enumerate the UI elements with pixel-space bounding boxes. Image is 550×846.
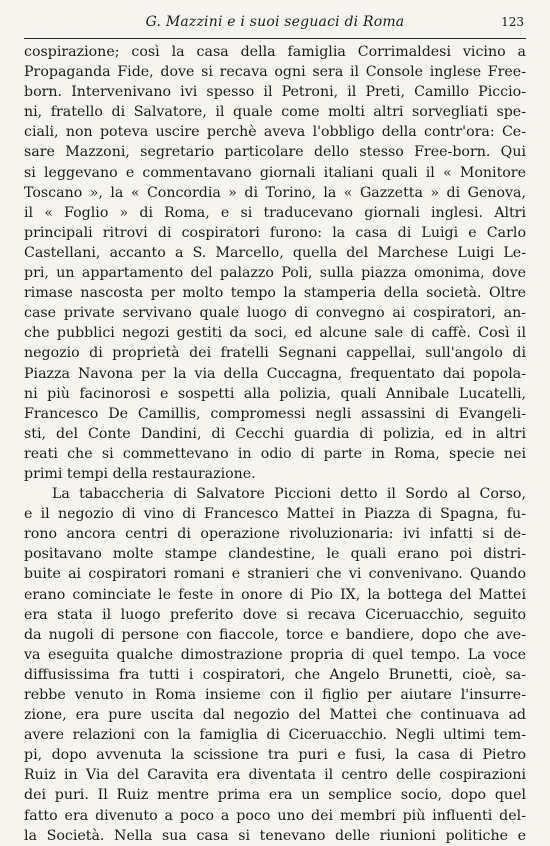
paragraph <box>24 484 526 846</box>
text-line: e il negozio di vino di Francesco Mattei in Piazza di Spagna, fu- <box>24 506 526 523</box>
text-line: rono ancora centri di operazione rivoluzionaria: ivi infatti si de- <box>24 526 526 543</box>
text-line: si leggevano e commentavano giornali italiani quali il « Monitore <box>24 164 526 181</box>
text-line: Ruiz in Via del Caravita era diventata il centro delle cospirazioni <box>24 767 526 784</box>
text-line: erano cominciate le feste in onore di Pio IX, la bottega del Mattei <box>24 586 526 603</box>
text-line: fatto era divenuto a poco a poco uno dei membri più influenti del- <box>24 807 526 824</box>
text-line: principali ritrovi di cospiratori furono: la casa di Luigi e Carlo <box>24 224 526 241</box>
text-line: Toscano », la « Concordia » di Torino, la « Gazzetta » di Genova, <box>24 184 526 201</box>
text-line: primi tempi della restaurazione. <box>24 465 256 482</box>
text-line: sare Mazzoni, segretario particolare dello stesso Free-born. Qui <box>24 144 526 161</box>
text-line: Propaganda Fide, dove si recava ogni sera il Console inglese Free- <box>24 64 526 81</box>
text-line: ni, fratello di Salvatore, il quale come molti altri sorvegliati spe- <box>24 104 526 121</box>
text-line: zione, era pure uscita dal negozio del Mattei che continuava ad <box>24 707 526 724</box>
text-line: il « Foglio » di Roma, e si traducevano giornali inglesi. Altri <box>24 204 526 221</box>
text-line: pi, dopo avvenuta la scissione tra puri e fusi, la casa di Pietro <box>24 747 526 764</box>
text-line: la Società. Nella sua casa si tenevano delle riunioni politiche e <box>24 827 526 844</box>
text-line: dei puri. Il Ruiz mentre prima era un semplice socio, dopo quel <box>24 787 526 804</box>
text-line: reati che si commettevano in odio di parte in Roma, specie nei <box>24 445 526 462</box>
running-title: G. Mazzini e i suoi seguaci di Roma <box>145 14 405 30</box>
text-line: era stata il luogo preferito dove si recava Ciceruacchio, seguito <box>24 606 526 623</box>
text-line: positavano molte stampe clandestine, le quali erano poi distri- <box>24 546 526 563</box>
text-line: buite ai cospiratori romani e stranieri che vi convenivano. Quando <box>24 566 526 583</box>
text-line: ciali, non poteva uscire perchè aveva l'obbligo della contr'ora: Ce- <box>24 124 526 141</box>
text-line: cospirazione; così la casa della famiglia Corrimaldesi vicino a <box>24 44 526 60</box>
text-line: da nugoli di persone con fiaccole, torce e bandiere, dopo che ave- <box>24 626 526 643</box>
text-line: Francesco De Camillis, compromessi negli assassini di Evangeli- <box>24 405 526 422</box>
paragraph <box>24 42 526 484</box>
text-line: pri, un appartamento del palazzo Poli, sulla piazza omonima, dove <box>24 265 526 282</box>
page-header <box>24 12 526 36</box>
body-text <box>24 42 526 846</box>
text-line: ni più facinorosi e sospetti alla polizia, quali Annibale Lucatelli, <box>24 385 526 402</box>
text-line: born. Intervenivano ivi spesso il Petroni, il Preti, Camillo Piccio- <box>24 84 526 101</box>
text-line: Castellani, accanto a S. Marcello, quella del Marchese Luigi Le- <box>24 244 526 261</box>
header-rule <box>24 38 526 39</box>
text-line: rebbe venuto in Roma insieme con il figlio per aiutare l'insurre- <box>24 687 526 703</box>
text-line: rimase nascosta per molto tempo la stamperia della società. Oltre <box>24 285 526 302</box>
text-line: negozio di proprietà dei fratelli Segnani cappellai, sull'angolo di <box>24 345 526 362</box>
text-line: avere relazioni con la famiglia di Ciceruacchio. Negli ultimi tem- <box>24 727 526 744</box>
text-line: va eseguita qualche dimostrazione propria di quel tempo. La voce <box>24 646 526 663</box>
text-line: case private servivano quale luogo di convegno ai cospiratori, an- <box>24 305 526 322</box>
text-line: sti, del Conte Dandini, di Cecchi guardia di polizia, ed in altri <box>24 425 526 442</box>
text-line: diffusissima fra tutti i cospiratori, che Angelo Brunetti, cioè, sa- <box>24 666 526 683</box>
text-line: che pubblici negozi gestiti da soci, ed alcune sale di caffè. Così il <box>24 325 526 342</box>
text-line: Piazza Navona per la via della Cuccagna, frequentato dai popola- <box>24 365 526 382</box>
page-number: 123 <box>501 15 524 29</box>
text-line: La tabaccheria di Salvatore Piccioni detto il Sordo al Corso, <box>52 486 526 503</box>
